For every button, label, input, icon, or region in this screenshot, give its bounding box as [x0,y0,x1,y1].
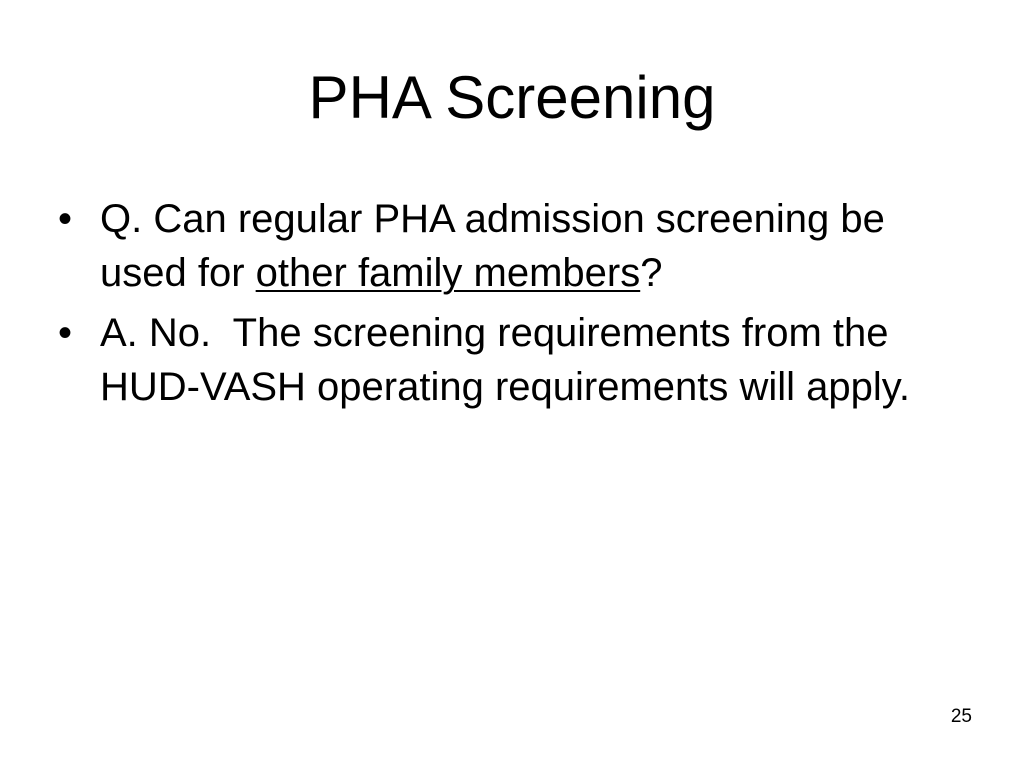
bullet-list [58,192,958,420]
question-text-start: Q. Can regular PHA admission screening be used for [100,197,885,295]
underlined-phrase: other family members [255,251,641,295]
question-mark: ? [640,251,663,295]
bullet-question [58,192,958,300]
bullet-answer [58,306,958,414]
slide-title: PHA Screening [308,64,716,131]
answer-text: A. No. The screening requirements from the HUD-VASH operating requirements will apply. [100,311,910,409]
bullet-marker: • [58,197,73,241]
page-number: 25 [950,706,972,727]
bullet-marker: • [58,311,73,355]
